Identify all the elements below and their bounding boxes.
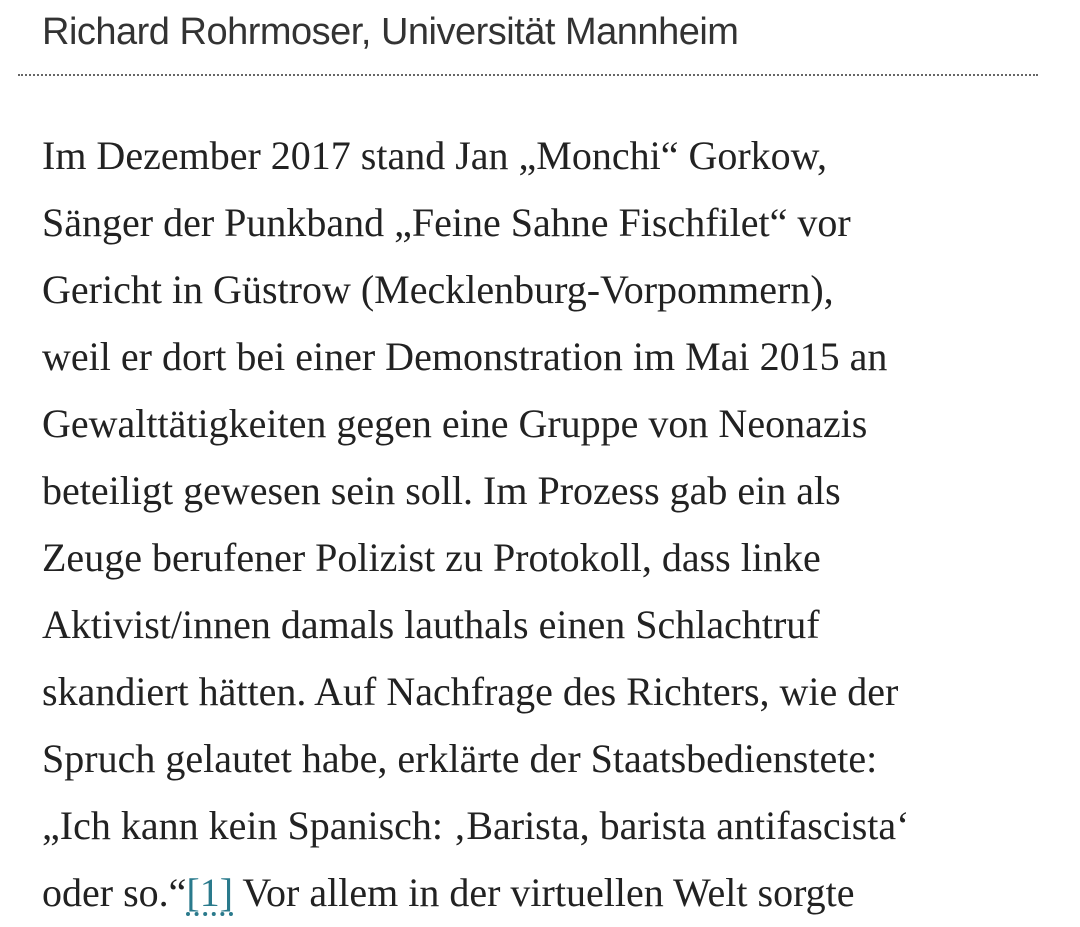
paragraph-line: „Ich kann kein Spanisch: ‚Barista, barista antifascista‘: [42, 803, 910, 848]
paragraph-line: Gewalttätigkeiten gegen eine Gruppe von Neonazis: [42, 401, 868, 446]
paragraph-line: Im Dezember 2017 stand Jan „Monchi“ Gorkow,: [42, 133, 827, 178]
paragraph-line: weil er dort bei einer Demonstration im Mai 2015 an: [42, 334, 888, 379]
paragraph-line: Sänger der Punkband „Feine Sahne Fischfilet“ vor: [42, 200, 851, 245]
paragraph-line: beteiligt gewesen sein soll. Im Prozess gab ein als: [42, 468, 841, 513]
paragraph-line: Zeuge berufener Polizist zu Protokoll, dass linke: [42, 535, 821, 580]
paragraph-line: Gericht in Güstrow (Mecklenburg-Vorpommern),: [42, 267, 834, 312]
paragraph-line: Aktivist/innen damals lauthals einen Schlachtruf: [42, 602, 820, 647]
line-text-before-footnote: oder so.“: [42, 870, 187, 915]
article-body: [42, 122, 1052, 926]
paragraph-line: Spruch gelautet habe, erklärte der Staatsbedienstete:: [42, 736, 878, 781]
paragraph-line: skandiert hätten. Auf Nachfrage des Richters, wie der: [42, 669, 899, 714]
dotted-divider: [18, 74, 1038, 76]
line-text-after-footnote: Vor allem in der virtuellen Welt sorgte: [233, 870, 855, 915]
paragraph-line-last: [42, 859, 1052, 926]
footnote-link[interactable]: [1]: [186, 870, 234, 915]
author-affiliation: Richard Rohrmoser, Universität Mannheim: [42, 11, 739, 53]
